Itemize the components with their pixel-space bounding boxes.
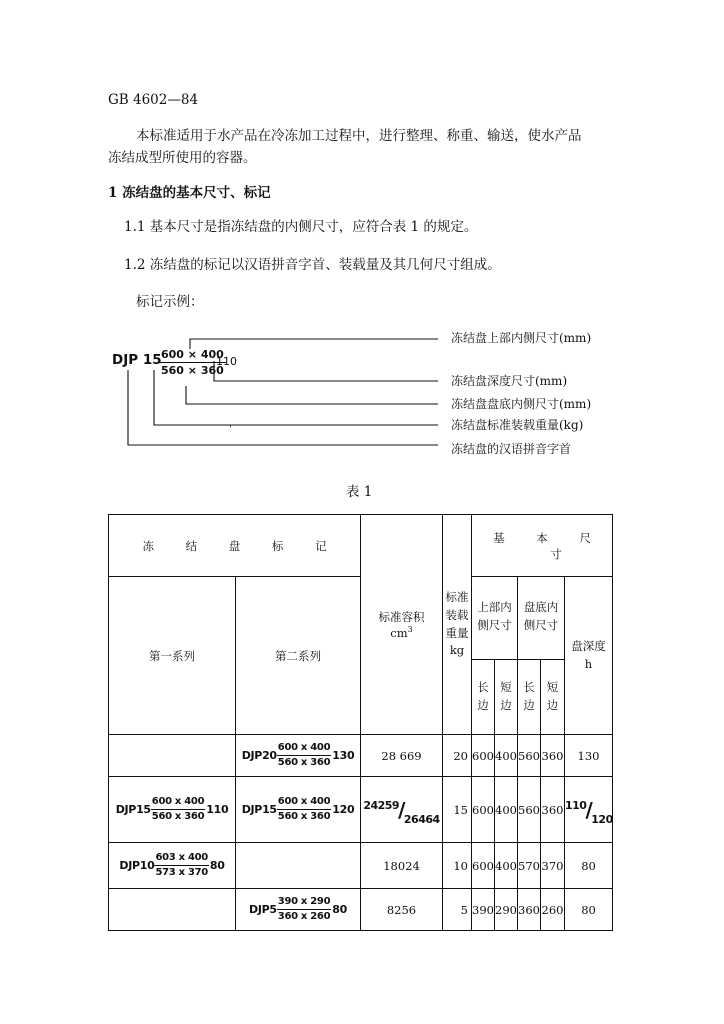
cell-weight: 10 xyxy=(443,843,472,889)
cell-upper-long: 600 xyxy=(472,735,495,777)
header-std-volume-unit: cm xyxy=(390,625,408,640)
cell-volume: 8256 xyxy=(361,889,443,931)
header-std-weight-line: 装载 xyxy=(445,607,469,622)
tray-mark xyxy=(119,853,224,878)
cell-weight: 20 xyxy=(443,735,472,777)
table-1 xyxy=(108,514,613,931)
header-tray-mark-char: 标 xyxy=(271,538,284,553)
tray-mark-denominator: 560 x 360 xyxy=(277,757,331,768)
header-side-char: 短 xyxy=(500,680,512,695)
header-basic-size-char: 寸 xyxy=(550,546,562,561)
table-row xyxy=(109,843,613,889)
tray-mark-fraction xyxy=(151,797,205,822)
diagram-fraction xyxy=(159,349,226,376)
header-depth-line: 盘深度 xyxy=(571,638,606,653)
diagram-tick-mark: ' xyxy=(229,424,232,435)
header-bottom-inner-line: 盘底内 xyxy=(523,600,559,614)
standard-code: GB 4602—84 xyxy=(108,92,199,108)
header-basic-size-char: 本 xyxy=(536,530,548,545)
cell-bottom-long: 360 xyxy=(518,889,541,931)
diagram-label-weight: 冻结盘标准装载重量(kg) xyxy=(451,418,584,432)
header-side-char: 短 xyxy=(546,680,559,695)
tray-mark xyxy=(249,897,347,922)
header-tray-mark-char: 冻 xyxy=(142,538,154,553)
tray-mark-fraction xyxy=(277,743,331,768)
cell-bottom-long: 560 xyxy=(518,777,541,843)
tray-mark-numerator: 600 x 400 xyxy=(151,797,205,810)
cell-bottom-long: 570 xyxy=(518,843,541,889)
header-basic-size-char: 基 xyxy=(493,530,505,545)
diagram-label-pinyin: 冻结盘的汉语拼音字首 xyxy=(451,442,572,456)
header-upper-inner-line: 侧尺寸 xyxy=(477,617,512,632)
clause-1-1: 1.1 基本尺寸是指冻结盘的内侧尺寸，应符合表 1 的规定。 xyxy=(124,219,478,235)
header-series-2: 第二系列 xyxy=(236,577,361,735)
cell-series-2 xyxy=(236,777,361,843)
header-std-volume-text: 标准容积 xyxy=(378,610,425,625)
diagram-leader-lines xyxy=(0,0,724,480)
volume-a: 24259 xyxy=(363,798,400,812)
header-tray-mark-char: 结 xyxy=(185,538,198,553)
cell-upper-long: 390 xyxy=(472,889,495,931)
header-std-volume xyxy=(361,515,443,735)
header-std-weight-line: kg xyxy=(449,643,465,658)
diagram-suffix: 110 xyxy=(216,355,237,368)
volume-pair: 24259/26464 xyxy=(363,797,440,826)
diagram-numerator: 600 × 400 xyxy=(161,348,224,361)
tray-mark-prefix: DJP15 xyxy=(241,803,277,816)
header-basic-size xyxy=(472,515,613,577)
tray-mark-suffix: 120 xyxy=(332,803,355,816)
depth-b: 120 xyxy=(591,812,613,826)
tray-mark xyxy=(242,743,355,768)
tray-mark-suffix: 110 xyxy=(206,803,229,816)
cell-volume xyxy=(361,777,443,843)
header-side-char: 长 xyxy=(477,680,489,695)
table-caption: 表 1 xyxy=(346,484,373,500)
tray-mark-prefix: DJP15 xyxy=(115,803,151,816)
header-side-char: 边 xyxy=(523,698,535,712)
header-tray-mark xyxy=(109,515,361,577)
tray-mark xyxy=(242,797,355,822)
tray-mark-prefix: DJP5 xyxy=(249,903,277,916)
diagram-prefix: DJP 15 xyxy=(112,352,162,368)
header-depth-line: h xyxy=(584,656,593,671)
tray-mark-numerator: 603 x 400 xyxy=(154,853,208,866)
header-upper-inner xyxy=(472,577,518,660)
table-row xyxy=(109,889,613,931)
tray-mark-fraction xyxy=(277,897,331,922)
cell-series-2 xyxy=(236,889,361,931)
cell-series-2 xyxy=(236,735,361,777)
cell-bottom-short: 360 xyxy=(541,735,565,777)
header-upper-inner-line: 上部内 xyxy=(477,600,512,614)
header-upper-short xyxy=(495,660,518,735)
header-side-char: 长 xyxy=(523,680,535,695)
header-tray-mark-char: 盘 xyxy=(228,538,241,553)
cell-bottom-short: 260 xyxy=(541,889,565,931)
cell-upper-long: 600 xyxy=(472,777,495,843)
header-upper-long xyxy=(472,660,495,735)
header-bottom-inner-line: 侧尺寸 xyxy=(523,617,559,632)
header-tray-mark-char: 记 xyxy=(315,538,327,553)
cell-bottom-long: 560 xyxy=(518,735,541,777)
cell-upper-short: 400 xyxy=(495,735,518,777)
table-row xyxy=(109,735,613,777)
depth-pair: 110/120 xyxy=(565,797,613,826)
cell-depth xyxy=(565,777,613,843)
tray-mark-numerator: 390 x 290 xyxy=(277,897,331,910)
diagram-denominator: 560 × 360 xyxy=(161,364,224,377)
cell-upper-short: 400 xyxy=(495,843,518,889)
tray-mark-numerator: 600 x 400 xyxy=(277,743,331,756)
cell-bottom-short: 370 xyxy=(541,843,565,889)
marking-diagram xyxy=(0,0,724,480)
cell-volume: 18024 xyxy=(361,843,443,889)
header-std-weight xyxy=(443,515,472,735)
diagram-label-bottom: 冻结盘盘底内侧尺寸(mm) xyxy=(451,397,592,411)
header-bottom-inner xyxy=(518,577,565,660)
tray-mark-numerator: 600 x 400 xyxy=(277,797,331,810)
tray-mark-suffix: 80 xyxy=(332,903,347,916)
tray-mark-fraction xyxy=(277,797,331,822)
header-bottom-long xyxy=(518,660,541,735)
header-std-weight-line: 标准 xyxy=(445,589,469,604)
example-label: 标记示例： xyxy=(136,294,204,310)
cell-series-1 xyxy=(109,777,236,843)
tray-mark-suffix: 80 xyxy=(209,859,225,872)
volume-b: 26464 xyxy=(403,812,440,826)
section-1-title: 1 冻结盘的基本尺寸、标记 xyxy=(108,185,271,201)
cell-upper-long: 600 xyxy=(472,843,495,889)
cell-depth: 130 xyxy=(565,735,613,777)
cell-depth: 80 xyxy=(565,889,613,931)
header-bottom-short xyxy=(541,660,565,735)
tray-mark-denominator: 573 x 370 xyxy=(155,867,208,878)
tray-mark-fraction xyxy=(154,853,208,878)
diagram-label-depth: 冻结盘深度尺寸(mm) xyxy=(451,374,568,388)
cell-upper-short: 400 xyxy=(495,777,518,843)
cell-series-1 xyxy=(109,843,236,889)
header-std-weight-line: 重量 xyxy=(445,625,469,640)
header-side-char: 边 xyxy=(546,698,559,712)
diagram-label-upper: 冻结盘上部内侧尺寸(mm) xyxy=(451,331,592,345)
tray-mark-denominator: 560 x 360 xyxy=(277,811,331,822)
cell-volume: 28 669 xyxy=(361,735,443,777)
tray-mark-suffix: 130 xyxy=(332,749,355,762)
header-basic-size-char: 尺 xyxy=(579,530,591,545)
header-std-volume-exp: 3 xyxy=(407,625,413,635)
tray-mark-prefix: DJP20 xyxy=(241,749,277,762)
cell-series-2 xyxy=(236,843,361,889)
cell-depth: 80 xyxy=(565,843,613,889)
cell-upper-short: 290 xyxy=(495,889,518,931)
header-side-char: 边 xyxy=(500,698,512,712)
table-row xyxy=(109,777,613,843)
clause-1-2: 1.2 冻结盘的标记以汉语拼音字首、装载量及其几何尺寸组成。 xyxy=(124,257,501,273)
tray-mark-denominator: 560 x 360 xyxy=(151,811,205,822)
header-side-char: 边 xyxy=(477,698,489,712)
tray-mark-prefix: DJP10 xyxy=(119,859,155,872)
cell-weight: 15 xyxy=(443,777,472,843)
cell-weight: 5 xyxy=(443,889,472,931)
tray-mark-denominator: 360 x 260 xyxy=(277,911,331,922)
cell-bottom-short: 360 xyxy=(541,777,565,843)
cell-series-1 xyxy=(109,889,236,931)
header-depth xyxy=(565,577,613,735)
intro-line-1: 本标准适用于水产品在冷冻加工过程中，进行整理、称重、输送，使水产品 xyxy=(136,128,582,144)
intro-line-2: 冻结成型所使用的容器。 xyxy=(108,150,257,166)
depth-a: 110 xyxy=(565,798,587,812)
tray-mark xyxy=(116,797,229,822)
cell-series-1 xyxy=(109,735,236,777)
header-series-1: 第一系列 xyxy=(109,577,236,735)
